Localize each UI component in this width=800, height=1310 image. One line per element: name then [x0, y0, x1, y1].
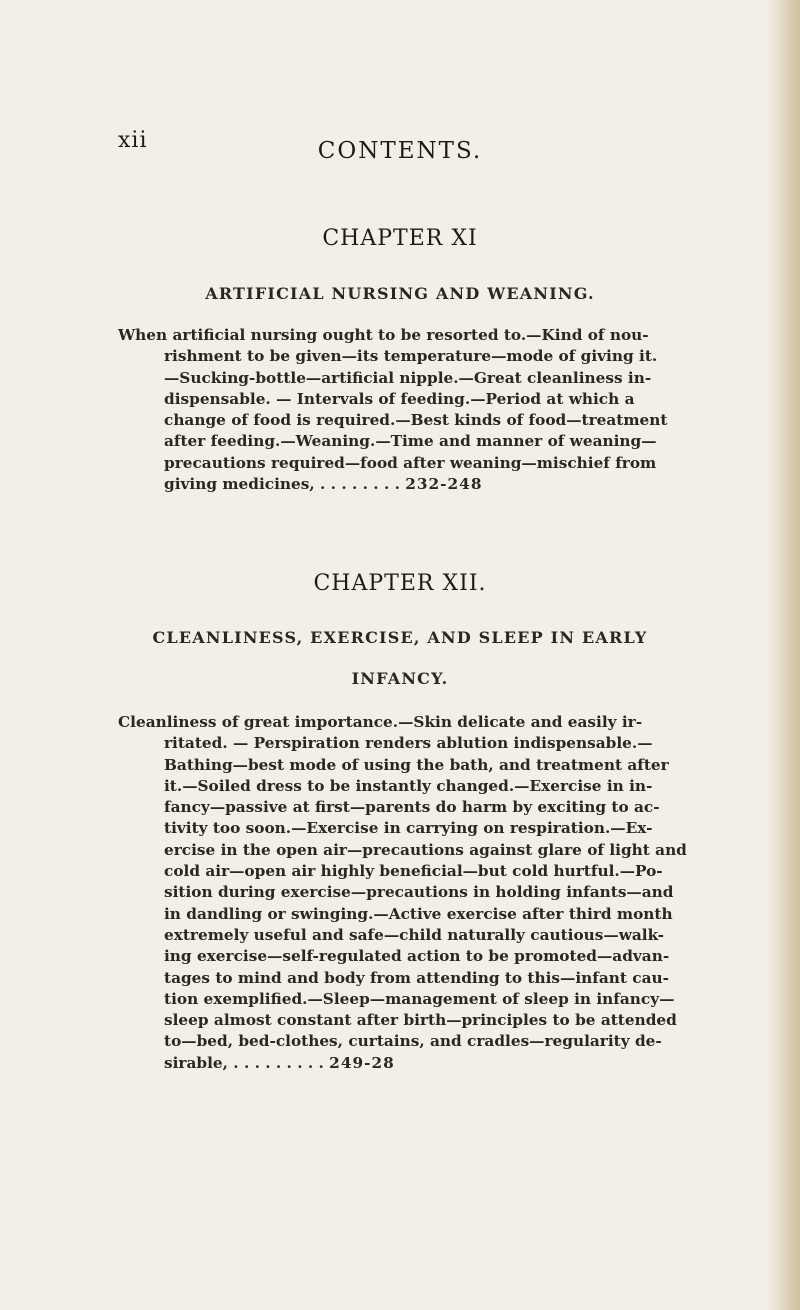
summary-line: rishment to be given—its temperature—mode of giving it.: [164, 347, 658, 366]
running-title: CONTENTS.: [317, 138, 483, 164]
last-line-text: sirable,: [164, 1053, 228, 1072]
chapter-12-summary: [118, 712, 714, 1074]
summary-line: after feeding.—Weaning.—Time and manner of weaning—: [164, 432, 657, 451]
summary-line: it.—Soiled dress to be instantly changed.—Exercise in in-: [164, 776, 653, 795]
summary-last-line: [142, 474, 714, 495]
chapter-12-subtitle-line-1: CLEANLINESS, EXERCISE, AND SLEEP IN EARLY: [152, 628, 648, 647]
summary-last-line: [142, 1053, 714, 1074]
dot-leaders: . . . . . . . . .: [233, 1053, 324, 1072]
page-edge-shadow: [766, 0, 800, 1310]
summary-line: cold air—open air highly beneficial—but cold hurtful.—Po-: [164, 862, 663, 881]
summary-line: to—bed, bed-clothes, curtains, and cradles—regularity de-: [164, 1032, 662, 1051]
last-line-text: giving medicines,: [164, 475, 315, 494]
summary-line: dispensable. — Intervals of feeding.—Period at which a: [164, 389, 635, 408]
summary-line: tion exemplified.—Sleep—management of sleep in infancy—: [164, 989, 675, 1008]
chapter-11-summary: [118, 325, 714, 495]
chapter-12-title: CHAPTER XII.: [313, 571, 487, 596]
summary-line: When artificial nursing ought to be resorted to.—Kind of nou-: [118, 326, 649, 344]
summary-line: —Sucking-bottle—artificial nipple.—Great cleanliness in-: [164, 368, 652, 387]
summary-line: Cleanliness of great importance.—Skin delicate and easily ir-: [118, 713, 643, 731]
summary-line: tages to mind and body from attending to this—infant cau-: [164, 968, 669, 987]
chapter-11-subtitle: ARTIFICIAL NURSING AND WEANING.: [205, 284, 595, 303]
chapter-11-title: CHAPTER XI: [322, 226, 478, 251]
summary-line: fancy—passive at first—parents do harm by exciting to ac-: [164, 798, 660, 817]
summary-line: sition during exercise—precautions in holding infants—and: [164, 883, 674, 902]
summary-line: change of food is required.—Best kinds of food—treatment: [164, 411, 668, 430]
summary-line: Bathing—best mode of using the bath, and treatment after: [164, 755, 669, 774]
summary-line: ing exercise—self-regulated action to be promoted—advan-: [164, 947, 670, 966]
summary-line: ritated. — Perspiration renders ablution indispensable.—: [164, 734, 653, 753]
summary-line: tivity too soon.—Exercise in carrying on respiration.—Ex-: [164, 819, 653, 838]
page-range: 249-28: [329, 1053, 395, 1072]
dot-leaders: . . . . . . . .: [320, 475, 400, 494]
summary-line: ercise in the open air—precautions against glare of light and: [164, 840, 687, 859]
page-number: xii: [118, 128, 148, 153]
summary-line: in dandling or swinging.—Active exercise after third month: [164, 904, 673, 923]
chapter-12-subtitle-line-2: INFANCY.: [351, 669, 449, 688]
summary-line: extremely useful and safe—child naturally cautious—walk-: [164, 925, 664, 944]
summary-line: precautions required—food after weaning—mischief from: [164, 453, 657, 472]
summary-line: sleep almost constant after birth—principles to be attended: [164, 1011, 677, 1030]
page-range: 232-248: [405, 475, 483, 494]
